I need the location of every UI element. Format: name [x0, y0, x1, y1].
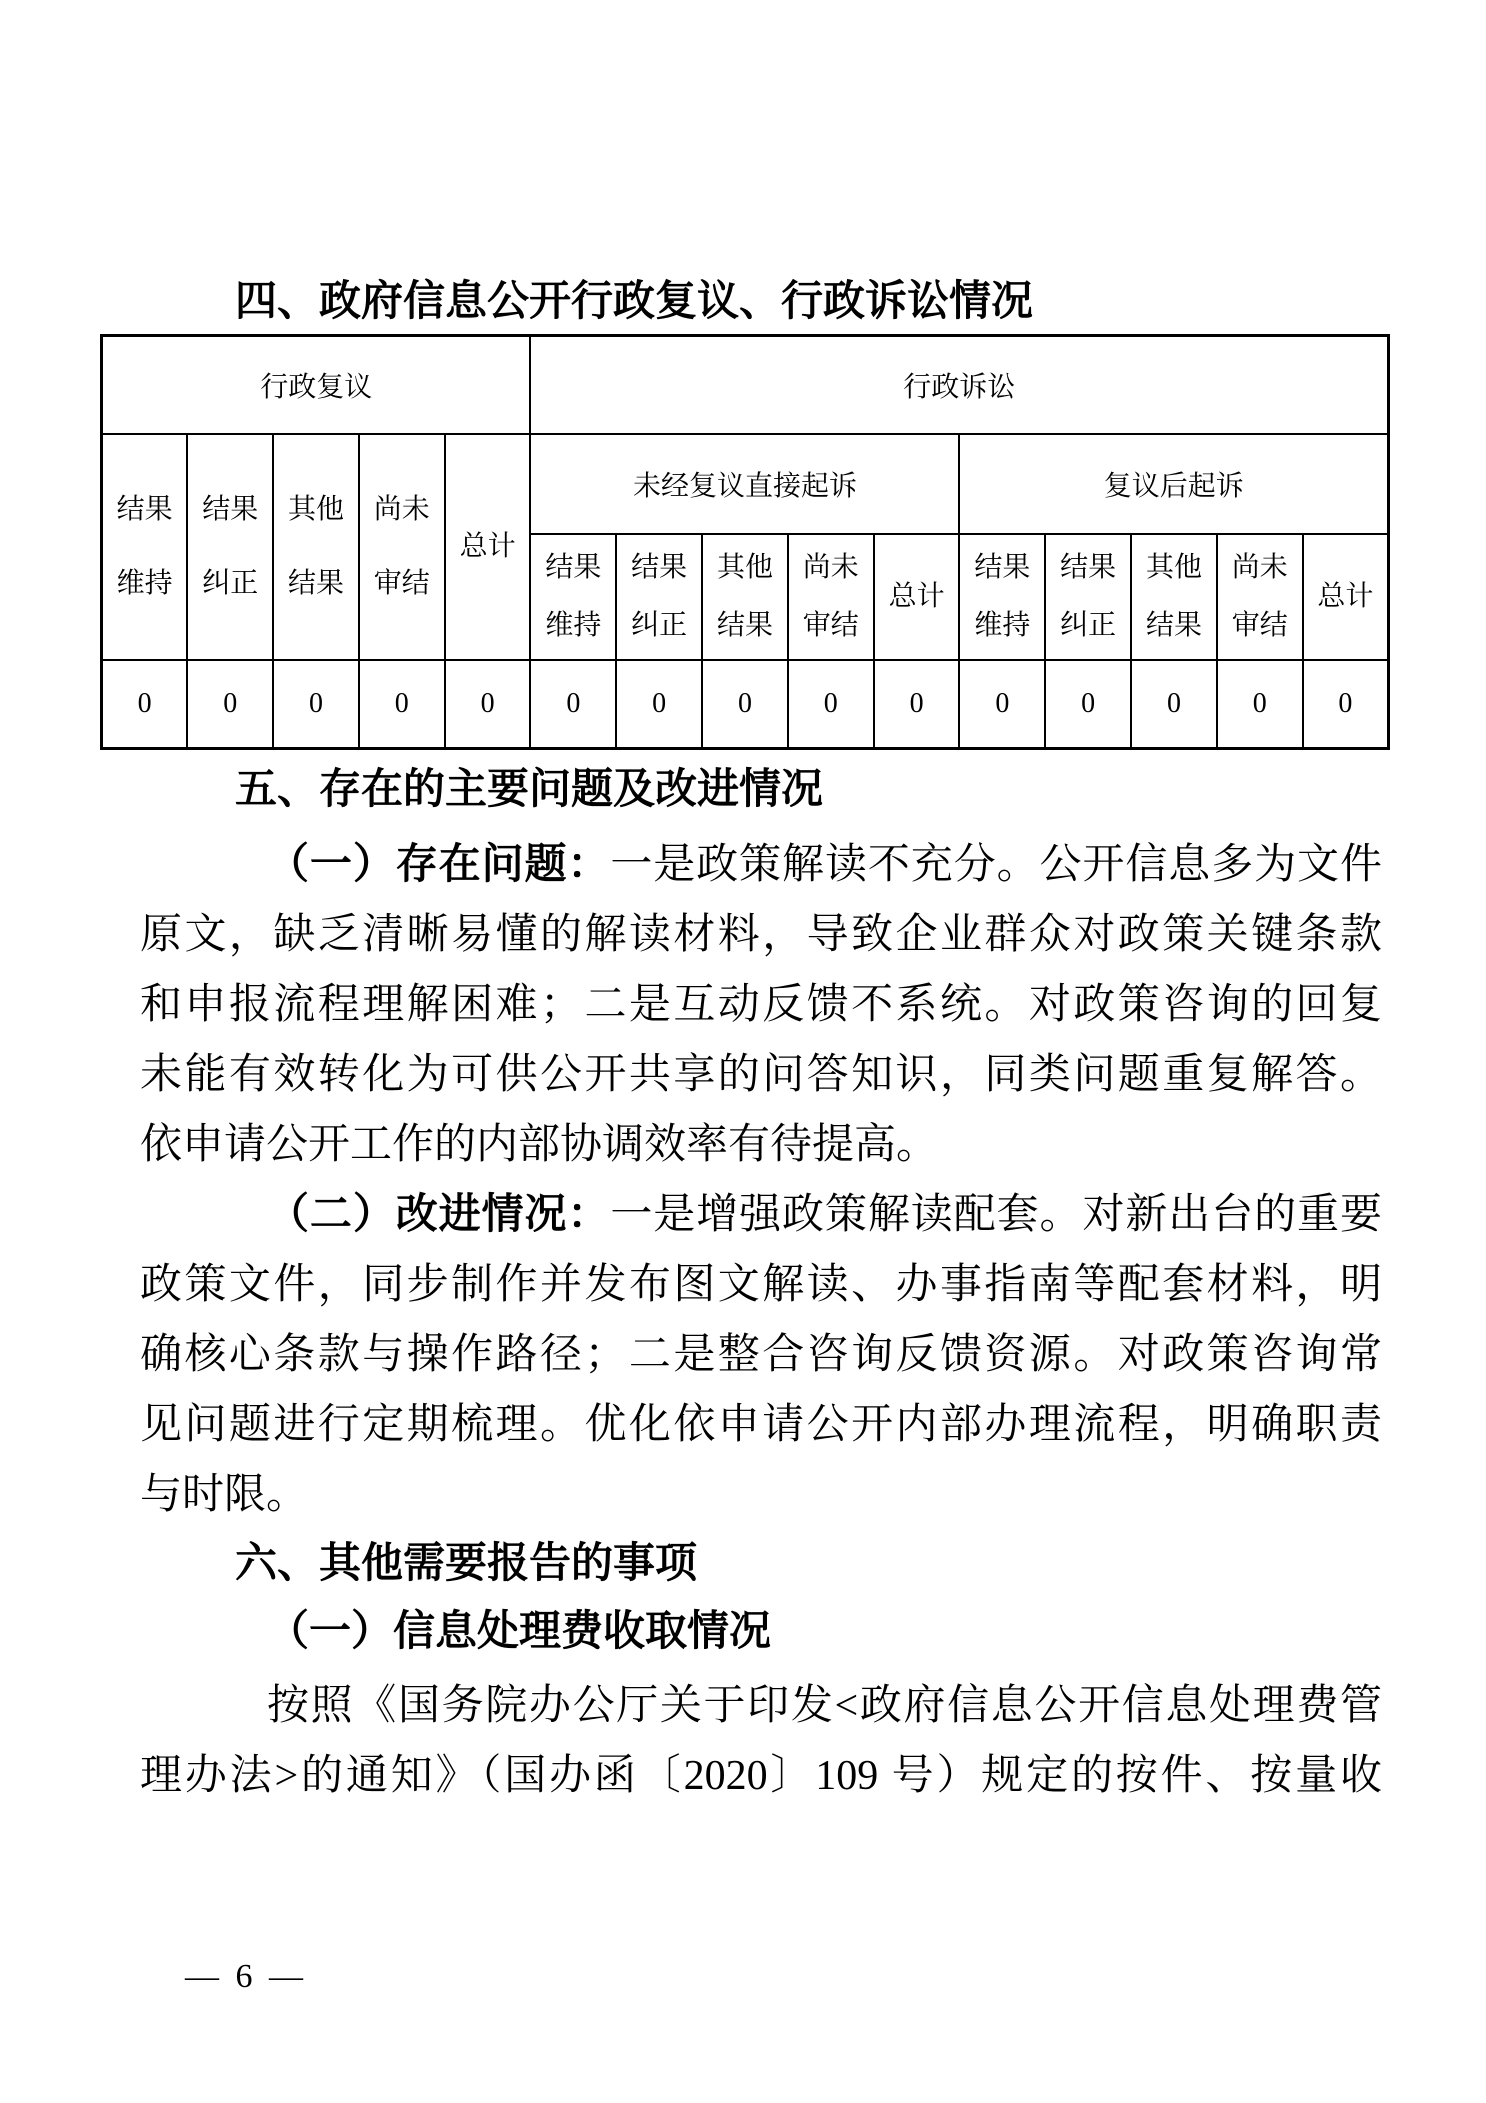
table-value-cell: 0 [359, 660, 445, 749]
table-value-cell: 0 [788, 660, 874, 749]
section-6-subheading: （一）信息处理费收取情况 [267, 1609, 772, 1655]
table-column-header: 其他 结果 [702, 534, 788, 660]
text-line: 未能有效转化为可供公开共享的问答知识，同类问题重复解答。 [140, 1052, 1382, 1098]
table-subgroup-header: 复议后起诉 [959, 434, 1388, 534]
table-column-header: 尚未 审结 [359, 434, 445, 660]
text-line: 政策文件，同步制作并发布图文解读、办事指南等配套材料，明 [140, 1262, 1382, 1308]
text-line: 原文，缺乏清晰易懂的解读材料，导致企业群众对政策关键条款 [140, 912, 1382, 958]
page-number: — 6 — [185, 1958, 307, 1995]
section-5-heading: 五、存在的主要问题及改进情况 [235, 765, 824, 812]
table-value-cell: 0 [102, 660, 188, 749]
text-line: 依申请公开工作的内部协调效率有待提高。 [140, 1122, 939, 1168]
table-column-header: 其他 结果 [273, 434, 359, 660]
table-value-cell: 0 [530, 660, 616, 749]
paragraph-lead: （一）存在问题： [267, 842, 611, 888]
table-group-header: 行政复议 [102, 336, 531, 435]
text-line: 与时限。 [140, 1472, 309, 1518]
table-column-header: 总计 [445, 434, 531, 660]
table-value-cell: 0 [445, 660, 531, 749]
table-column-header: 尚未 审结 [1217, 534, 1303, 660]
table-column-header: 结果 维持 [102, 434, 188, 660]
admin-review-litigation-table [100, 334, 1390, 750]
section-6-heading: 六、其他需要报告的事项 [235, 1539, 698, 1586]
table-column-header: 结果 维持 [530, 534, 616, 660]
table-column-header: 其他 结果 [1131, 534, 1217, 660]
text-line: （二）改进情况：一是增强政策解读配套。对新出台的重要 [267, 1192, 1382, 1238]
table-column-header: 结果 纠正 [1045, 534, 1131, 660]
text-line: 见问题进行定期梳理。优化依申请公开内部办理流程，明确职责 [140, 1402, 1382, 1448]
table-value-cell: 0 [874, 660, 960, 749]
table-value-cell: 0 [959, 660, 1045, 749]
table-value-cell: 0 [616, 660, 702, 749]
table-value-cell: 0 [1045, 660, 1131, 749]
table-column-header: 总计 [874, 534, 960, 660]
paragraph-existing-problems [140, 830, 1382, 1180]
paragraph-processing-fee [140, 1671, 1382, 1811]
paragraph-improvements [140, 1180, 1382, 1530]
table-column-header: 尚未 审结 [788, 534, 874, 660]
table-column-header: 结果 维持 [959, 534, 1045, 660]
text-line: 理办法>的通知》（国办函〔2020〕109 号）规定的按件、按量收 [140, 1753, 1382, 1799]
section-4-heading: 四、政府信息公开行政复议、行政诉讼情况 [235, 277, 1034, 324]
paragraph-lead: （二）改进情况： [267, 1192, 611, 1238]
table-column-header: 总计 [1303, 534, 1389, 660]
table-value-cell: 0 [187, 660, 273, 749]
text-line: 确核心条款与操作路径；二是整合咨询反馈资源。对政策咨询常 [140, 1332, 1382, 1378]
table-value-cell: 0 [1303, 660, 1389, 749]
table-group-header: 行政诉讼 [530, 336, 1388, 435]
table-value-cell: 0 [1217, 660, 1303, 749]
text-line: 和申报流程理解困难；二是互动反馈不系统。对政策咨询的回复 [140, 982, 1382, 1028]
text-line: 按照《国务院办公厅关于印发<政府信息公开信息处理费管 [267, 1683, 1382, 1729]
table-value-cell: 0 [702, 660, 788, 749]
table-column-header: 结果 纠正 [187, 434, 273, 660]
table-value-cell: 0 [273, 660, 359, 749]
text-line: （一）存在问题：一是政策解读不充分。公开信息多为文件 [267, 842, 1382, 888]
table-subgroup-header: 未经复议直接起诉 [530, 434, 959, 534]
table-column-header: 结果 纠正 [616, 534, 702, 660]
table-value-cell: 0 [1131, 660, 1217, 749]
